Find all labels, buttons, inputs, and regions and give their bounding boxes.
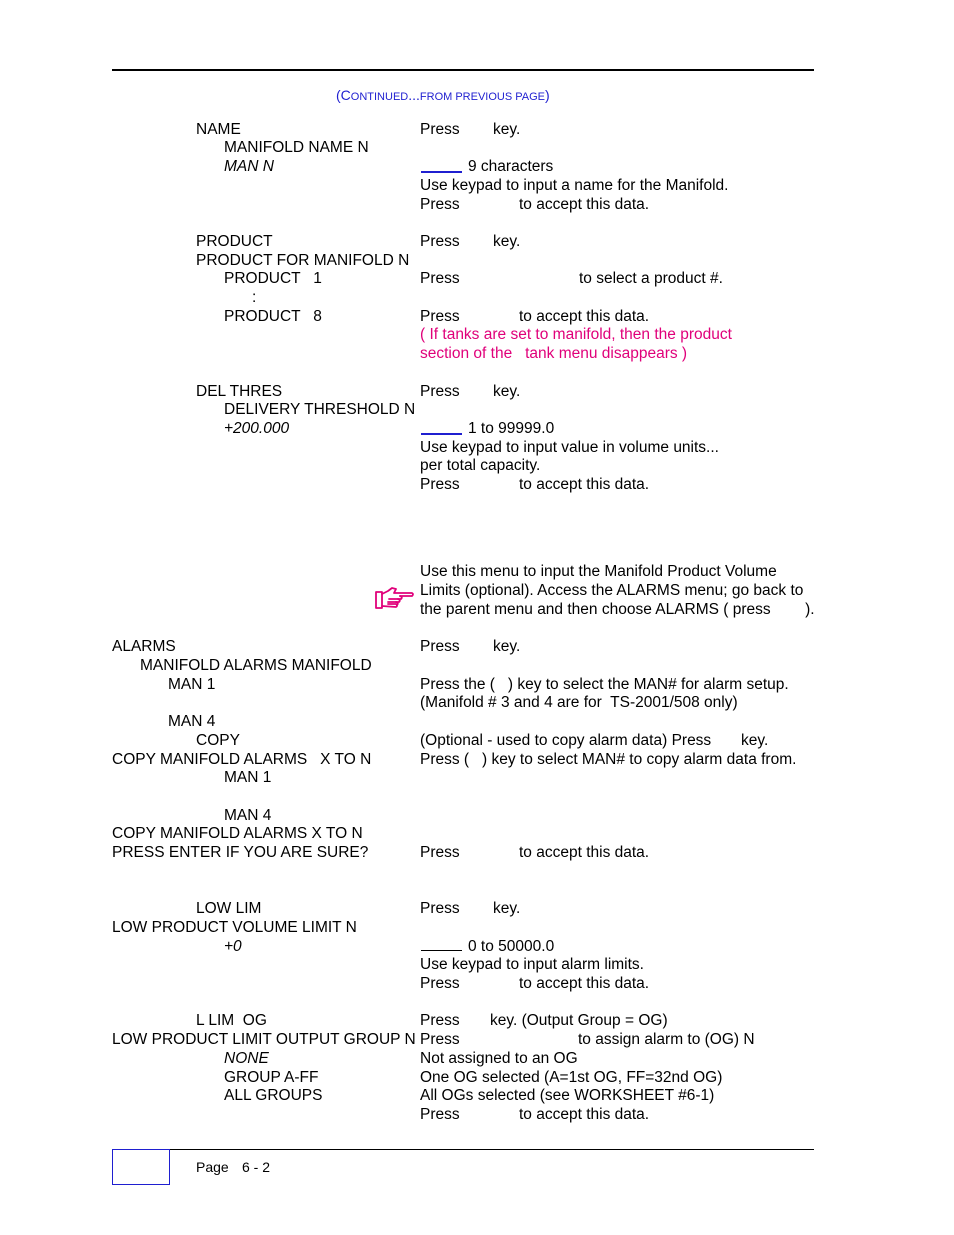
r24-press: Press [420, 1031, 460, 1048]
menu-l-lim-og: L LIM OG [196, 1012, 267, 1029]
product-for-manifold-label: PRODUCT FOR MANIFOLD N [196, 252, 410, 269]
r16-optional: (Optional - used to copy alarm data) Press [420, 732, 712, 749]
page-number-box [112, 1149, 170, 1185]
r15-instruction: (Manifold # 3 and 4 are for TS-2001/508 only) [420, 694, 738, 711]
r1-key: key. [493, 121, 521, 138]
r22-accept: to accept this data. [519, 975, 650, 992]
r19-key: key. [493, 900, 521, 917]
product-option-ellipsis: : [252, 289, 257, 306]
alarms-man-1: MAN 1 [168, 676, 216, 693]
r19-press: Press [420, 900, 460, 917]
pointing-hand-icon [374, 586, 416, 612]
r8-key: key. [493, 383, 521, 400]
r7-press: Press [420, 308, 460, 325]
r16-key: key. [741, 732, 769, 749]
r28-press: Press [420, 1106, 460, 1123]
copy-man-4: MAN 4 [224, 807, 272, 824]
r21-instruction: Use keypad to input alarm limits. [420, 956, 644, 973]
r3-instruction: Use keypad to input a name for the Manifold. [420, 177, 729, 194]
r17-instruction: Press ( ) key to select MAN# to copy alarm data from. [420, 751, 797, 768]
r6-press: Press [420, 270, 460, 287]
product-option-1: PRODUCT 1 [224, 270, 322, 287]
r23-press: Press [420, 1012, 460, 1029]
copy-confirm-prompt: PRESS ENTER IF YOU ARE SURE? [112, 844, 369, 861]
product-option-8: PRODUCT 8 [224, 308, 322, 325]
alarms-man-4: MAN 4 [168, 713, 216, 730]
manifold-name-label: MANIFOLD NAME N [224, 139, 369, 156]
r20-underline [421, 950, 462, 951]
og-option-all: ALL GROUPS [224, 1087, 323, 1104]
r14-instruction: Press the ( ) key to select the MAN# for alarm setup. [420, 676, 789, 693]
copy-manifold-alarms-label: COPY MANIFOLD ALARMS X TO N [112, 751, 372, 768]
low-product-limit-og-label: LOW PRODUCT LIMIT OUTPUT GROUP N [112, 1031, 416, 1048]
r4-press: Press [420, 196, 460, 213]
r13-press: Press [420, 638, 460, 655]
manifold-name-value: MAN N [224, 158, 274, 175]
r22-press: Press [420, 975, 460, 992]
manifold-note-line2: section of the tank menu disappears ) [420, 345, 688, 362]
low-limit-value: +0 [224, 938, 242, 955]
r12-press: Press [420, 476, 460, 493]
r18-accept: to accept this data. [519, 844, 650, 861]
r2-underline [421, 171, 462, 173]
r5-key: key. [493, 233, 521, 250]
r11-instruction: per total capacity. [420, 457, 541, 474]
copy-man-1: MAN 1 [224, 769, 272, 786]
info-line2: Limits (optional). Access the ALARMS menu; go back to [420, 582, 804, 599]
menu-alarms: ALARMS [112, 638, 176, 655]
r1-press: Press [420, 121, 460, 138]
manifold-alarms-label: MANIFOLD ALARMS MANIFOLD [140, 657, 372, 674]
r7-accept: to accept this data. [519, 308, 650, 325]
menu-name: NAME [196, 121, 241, 138]
info-line1: Use this menu to input the Manifold Product Volume [420, 563, 777, 580]
r24-assign: to assign alarm to (OG) N [578, 1031, 755, 1048]
top-rule [112, 69, 814, 71]
r8-press: Press [420, 383, 460, 400]
manifold-note-line1: ( If tanks are set to manifold, then the product [420, 326, 732, 343]
r9-range: 1 to 99999.0 [468, 420, 555, 437]
copy-confirm-label: COPY MANIFOLD ALARMS X TO N [112, 825, 363, 842]
menu-copy: COPY [196, 732, 240, 749]
delivery-threshold-label: DELIVERY THRESHOLD N [224, 401, 416, 418]
menu-product: PRODUCT [196, 233, 273, 250]
og-option-none: NONE [224, 1050, 269, 1067]
r13-key: key. [493, 638, 521, 655]
r10-instruction: Use keypad to input value in volume units... [420, 439, 719, 456]
continued-header: (CONTINUED...FROM PREVIOUS PAGE) [336, 87, 550, 103]
r28-accept: to accept this data. [519, 1106, 650, 1123]
page-label: Page [196, 1159, 229, 1175]
delivery-threshold-value: +200.000 [224, 420, 290, 437]
low-product-volume-limit-label: LOW PRODUCT VOLUME LIMIT N [112, 919, 357, 936]
r6-select: to select a product #. [579, 270, 723, 287]
r25-none-desc: Not assigned to an OG [420, 1050, 578, 1067]
r12-accept: to accept this data. [519, 476, 650, 493]
r9-underline [421, 433, 462, 435]
footer-rule [112, 1149, 814, 1150]
r2-chars: 9 characters [468, 158, 554, 175]
r4-accept: to accept this data. [519, 196, 650, 213]
page-number: 6 - 2 [242, 1159, 271, 1175]
r27-all-desc: All OGs selected (see WORKSHEET #6-1) [420, 1087, 715, 1104]
menu-low-lim: LOW LIM [196, 900, 262, 917]
info-line3: the parent menu and then choose ALARMS ( press ). [420, 601, 815, 618]
r20-range: 0 to 50000.0 [468, 938, 555, 955]
r5-press: Press [420, 233, 460, 250]
r18-press: Press [420, 844, 460, 861]
r26-group-desc: One OG selected (A=1st OG, FF=32nd OG) [420, 1069, 723, 1086]
r23-key: key. (Output Group = OG) [490, 1012, 668, 1029]
og-option-group: GROUP A-FF [224, 1069, 319, 1086]
menu-del-thres: DEL THRES [196, 383, 283, 400]
